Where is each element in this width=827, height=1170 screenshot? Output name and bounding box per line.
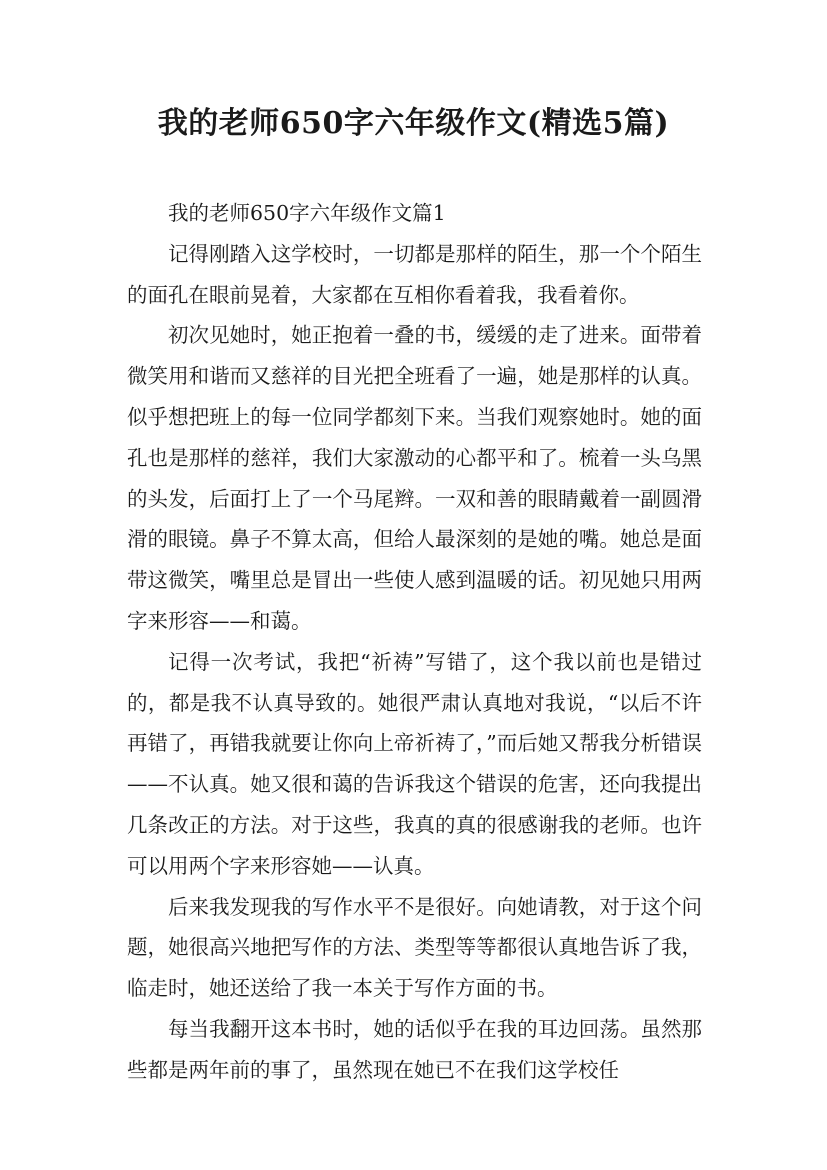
- paragraph: 记得刚踏入这学校时，一切都是那样的陌生，那一个个陌生的面孔在眼前晃着，大家都在互相你看着我，我看着你。: [127, 241, 702, 307]
- paragraph: 后来我发现我的写作水平不是很好。向她请教，对于这个问题，她很高兴地把写作的方法、类型等等都很认真地告诉了我，临走时，她还送给了我一本关于写作方面的书。: [127, 894, 702, 1001]
- document-title: 我的老师650字六年级作文(精选5篇): [157, 106, 670, 141]
- paragraph: 记得一次考试，我把“祈祷”写错了，这个我以前也是错过的，都是我不认真导致的。她很严肃认真地对我说，“以后不许再错了，再错我就要让你向上帝祈祷了，”而后她又帮我分析错误——不认真。她又很和蔼的告诉我这个错误的危害，还向我提出几条改正的方法。对于这些，我真的真的很感谢我的老师。也许可以用两个字来形容她——认真。: [127, 649, 702, 878]
- paragraph: 初次见她时，她正抱着一叠的书，缓缓的走了进来。面带着微笑用和谐而又慈祥的目光把全班看了一遍，她是那样的认真。似乎想把班上的每一位同学都刻下来。当我们观察她时。她的面孔也是那样的慈祥，我们大家激动的心都平和了。梳着一头乌黑的头发，后面打上了一个马尾辫。一双和善的眼睛戴着一副圆滑滑的眼镜。鼻子不算太高，但给人最深刻的是她的嘴。她总是面带这微笑，嘴里总是冒出一些使人感到温暖的话。初见她只用两字来形容——和蔼。: [127, 323, 702, 633]
- document-body: [127, 193, 702, 1091]
- paragraph: 每当我翻开这本书时，她的话似乎在我的耳边回荡。虽然那些都是两年前的事了，虽然现在她已不在我们这学校任: [127, 1016, 702, 1082]
- section-heading: 我的老师650字六年级作文篇1: [168, 201, 446, 225]
